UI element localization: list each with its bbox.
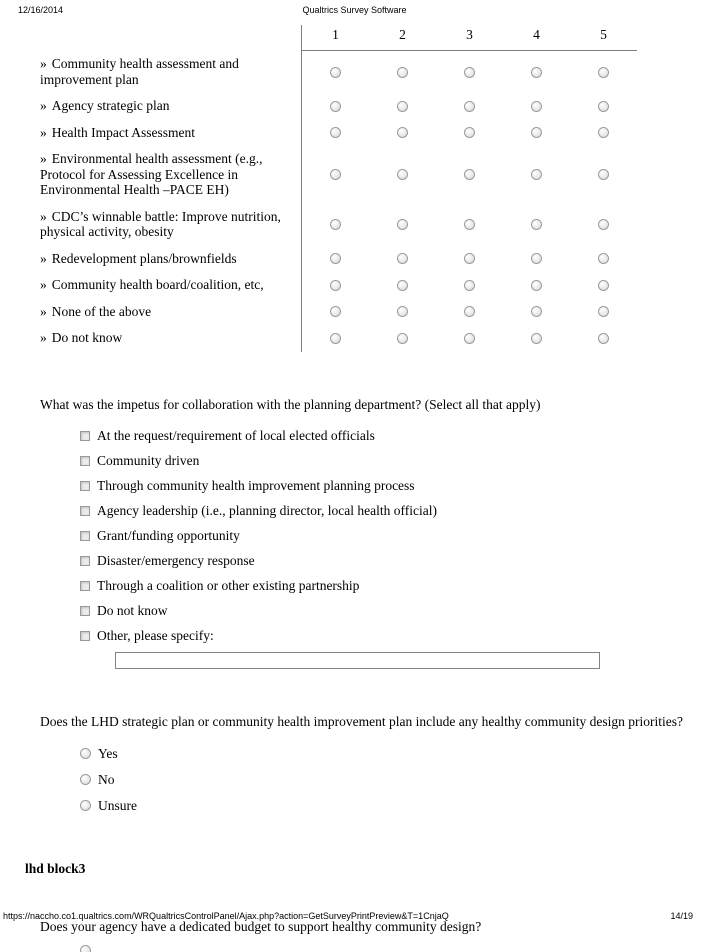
checkbox[interactable] [80, 431, 90, 441]
matrix-cell [436, 93, 503, 120]
impetus-question-text: What was the impetus for collaboration with the planning department? (Select all that apply) [40, 396, 541, 412]
matrix-cell [302, 204, 369, 246]
matrix-cell [503, 272, 570, 299]
impetus-options-list [80, 424, 709, 649]
matrix-cell [436, 51, 503, 93]
checkbox-option[interactable] [80, 499, 709, 524]
radio-button-partial[interactable] [80, 945, 91, 952]
radio-option[interactable] [80, 767, 709, 793]
matrix-cell [302, 146, 369, 204]
matrix-row-label-text: Agency strategic plan [51, 98, 170, 113]
option-label: Through community health improvement planning process [97, 478, 415, 493]
matrix-column-header-3: 3 [436, 25, 503, 51]
option-label: Community driven [97, 453, 200, 468]
matrix-radio[interactable] [598, 280, 609, 291]
matrix-cell [503, 93, 570, 120]
matrix-row-label [40, 204, 302, 246]
matrix-radio[interactable] [531, 101, 542, 112]
matrix-radio[interactable] [464, 169, 475, 180]
checkbox-option-other[interactable] [80, 624, 709, 649]
row-bullet: » [40, 208, 47, 224]
matrix-radio[interactable] [330, 280, 341, 291]
matrix-cell [302, 272, 369, 299]
matrix-cell [369, 325, 436, 352]
row-bullet: » [40, 250, 47, 266]
matrix-cell [503, 299, 570, 326]
matrix-radio[interactable] [531, 280, 542, 291]
matrix-cell [503, 325, 570, 352]
option-label: Disaster/emergency response [97, 553, 255, 568]
matrix-column-header-1: 1 [302, 25, 369, 51]
radio-button[interactable] [80, 800, 91, 811]
design-priorities-options-list [80, 741, 709, 819]
checkbox-option[interactable] [80, 524, 709, 549]
matrix-row-label [40, 272, 302, 299]
matrix-radio[interactable] [598, 67, 609, 78]
matrix-radio[interactable] [464, 67, 475, 78]
matrix-radio[interactable] [397, 67, 408, 78]
matrix-radio[interactable] [598, 169, 609, 180]
matrix-radio[interactable] [397, 169, 408, 180]
matrix-cell [436, 272, 503, 299]
matrix-row-label [40, 146, 302, 204]
matrix-radio[interactable] [531, 127, 542, 138]
radio-option[interactable] [80, 793, 709, 819]
budget-question-text: Does your agency have a dedicated budget to support healthy community design? [40, 918, 482, 934]
block-heading: lhd block3 [25, 860, 86, 876]
matrix-row-label-text: Environmental health assessment (e.g., Protocol for Assessing Excellence in Environmental Health –PACE EH) [40, 151, 263, 197]
checkbox[interactable] [80, 556, 90, 566]
matrix-radio[interactable] [598, 101, 609, 112]
matrix-cell [369, 51, 436, 93]
matrix-radio[interactable] [397, 127, 408, 138]
matrix-row-label-text: CDC’s winnable battle: Improve nutrition, physical activity, obesity [40, 208, 281, 239]
matrix-radio[interactable] [531, 67, 542, 78]
matrix-cell [436, 120, 503, 147]
checkbox[interactable] [80, 606, 90, 616]
matrix-radio[interactable] [531, 169, 542, 180]
matrix-radio[interactable] [531, 253, 542, 264]
matrix-radio[interactable] [464, 306, 475, 317]
matrix-row-label [40, 325, 302, 352]
matrix-row-label [40, 299, 302, 326]
option-label: Grant/funding opportunity [97, 528, 240, 543]
matrix-radio[interactable] [330, 306, 341, 317]
matrix-cell [369, 93, 436, 120]
row-bullet: » [40, 303, 47, 319]
matrix-radio[interactable] [397, 219, 408, 230]
matrix-cell [570, 272, 637, 299]
matrix-cell [570, 93, 637, 120]
matrix-row-label-text: Redevelopment plans/brownfields [51, 250, 237, 266]
matrix-radio[interactable] [598, 306, 609, 317]
row-bullet: » [40, 56, 47, 71]
matrix-radio[interactable] [531, 306, 542, 317]
matrix-radio[interactable] [598, 253, 609, 264]
checkbox-option[interactable] [80, 549, 709, 574]
matrix-row-label-text: Community health board/coalition, etc, [51, 277, 264, 292]
checkbox-option[interactable] [80, 599, 709, 624]
option-label: At the request/requirement of local elected officials [97, 428, 375, 443]
matrix-radio[interactable] [598, 333, 609, 344]
matrix-radio[interactable] [330, 333, 341, 344]
matrix-cell [570, 51, 637, 93]
matrix-cell [302, 246, 369, 273]
matrix-radio[interactable] [397, 253, 408, 264]
page-header [0, 5, 709, 15]
matrix-radio[interactable] [330, 169, 341, 180]
matrix-row-label [40, 120, 302, 147]
matrix-row-label [40, 246, 302, 273]
matrix-cell [369, 204, 436, 246]
matrix-radio[interactable] [598, 219, 609, 230]
matrix-radio[interactable] [464, 101, 475, 112]
matrix-radio[interactable] [598, 127, 609, 138]
matrix-cell [503, 204, 570, 246]
header-date: 12/16/2014 [18, 5, 64, 15]
matrix-cell [570, 325, 637, 352]
matrix-radio[interactable] [330, 67, 341, 78]
matrix-cell [503, 246, 570, 273]
matrix-cell [302, 299, 369, 326]
matrix-row-label [40, 93, 302, 120]
matrix-cell [570, 120, 637, 147]
matrix-radio[interactable] [397, 101, 408, 112]
row-bullet: » [40, 124, 47, 140]
matrix-radio[interactable] [531, 333, 542, 344]
matrix-cell [369, 146, 436, 204]
checkbox[interactable] [80, 506, 90, 516]
checkbox[interactable] [80, 481, 90, 491]
matrix-radio[interactable] [397, 306, 408, 317]
matrix-cell [503, 120, 570, 147]
footer-page-number: 14/19 [670, 911, 693, 921]
matrix-cell [369, 246, 436, 273]
checkbox-option[interactable] [80, 474, 709, 499]
design-priorities-question-text: Does the LHD strategic plan or community health improvement plan include any healthy community design priorities? [40, 713, 683, 729]
matrix-radio[interactable] [464, 127, 475, 138]
matrix-cell [302, 93, 369, 120]
option-label: Do not know [97, 603, 168, 618]
matrix-column-header-4: 4 [503, 25, 570, 51]
page-footer [0, 911, 709, 925]
matrix-cell [369, 272, 436, 299]
footer-url: https://naccho.co1.qualtrics.com/WRQualtricsControlPanel/Ajax.php?action=GetSurveyPrintPreview&T=1CnjaQ [3, 911, 449, 921]
matrix-cell [503, 51, 570, 93]
header-title: Qualtrics Survey Software [302, 5, 407, 15]
matrix-radio[interactable] [330, 219, 341, 230]
matrix-cell [436, 299, 503, 326]
checkbox[interactable] [80, 456, 90, 466]
option-label: Agency leadership (i.e., planning director, local health official) [97, 503, 437, 518]
row-bullet: » [40, 277, 47, 292]
option-label: Yes [98, 745, 118, 761]
option-label: Through a coalition or other existing partnership [97, 578, 360, 593]
matrix-column-header-5: 5 [570, 25, 637, 51]
matrix-row-label-text: Community health assessment and improvement plan [40, 56, 239, 87]
checkbox[interactable] [80, 631, 90, 641]
matrix-radio[interactable] [464, 280, 475, 291]
row-bullet: » [40, 98, 47, 113]
matrix-corner-cell [40, 25, 302, 51]
matrix-row-label-text: Health Impact Assessment [51, 124, 195, 140]
matrix-radio[interactable] [397, 280, 408, 291]
matrix-radio[interactable] [330, 127, 341, 138]
matrix-radio[interactable] [397, 333, 408, 344]
option-label: No [98, 771, 115, 787]
matrix-cell [436, 246, 503, 273]
matrix-radio[interactable] [330, 101, 341, 112]
other-specify-input[interactable] [115, 652, 600, 669]
matrix-cell [570, 146, 637, 204]
matrix-radio[interactable] [531, 219, 542, 230]
partial-radio-option [80, 945, 93, 952]
matrix-cell [503, 146, 570, 204]
row-bullet: » [40, 330, 47, 345]
matrix-radio[interactable] [464, 253, 475, 264]
option-label: Other, please specify: [97, 628, 214, 643]
matrix-cell [302, 120, 369, 147]
checkbox-option[interactable] [80, 424, 709, 449]
matrix-radio[interactable] [330, 253, 341, 264]
row-bullet: » [40, 151, 47, 166]
matrix-radio[interactable] [464, 219, 475, 230]
checkbox-option[interactable] [80, 574, 709, 599]
matrix-cell [302, 51, 369, 93]
matrix-row-label-text: None of the above [51, 303, 152, 319]
matrix-cell [570, 299, 637, 326]
radio-button[interactable] [80, 748, 91, 759]
matrix-radio[interactable] [464, 333, 475, 344]
matrix-cell [369, 299, 436, 326]
matrix-cell [570, 204, 637, 246]
survey-page-content [0, 22, 709, 952]
option-label: Unsure [98, 797, 137, 813]
radio-button[interactable] [80, 774, 91, 785]
matrix-row-label-text: Do not know [51, 330, 123, 345]
matrix-cell [436, 204, 503, 246]
matrix-row-label [40, 51, 302, 93]
matrix-cell [570, 246, 637, 273]
checkbox[interactable] [80, 581, 90, 591]
matrix-column-header-2: 2 [369, 25, 436, 51]
checkbox[interactable] [80, 531, 90, 541]
matrix-cell [436, 325, 503, 352]
response-matrix [40, 25, 709, 352]
matrix-cell [436, 146, 503, 204]
radio-option[interactable] [80, 741, 709, 767]
matrix-cell [302, 325, 369, 352]
checkbox-option[interactable] [80, 449, 709, 474]
matrix-cell [369, 120, 436, 147]
